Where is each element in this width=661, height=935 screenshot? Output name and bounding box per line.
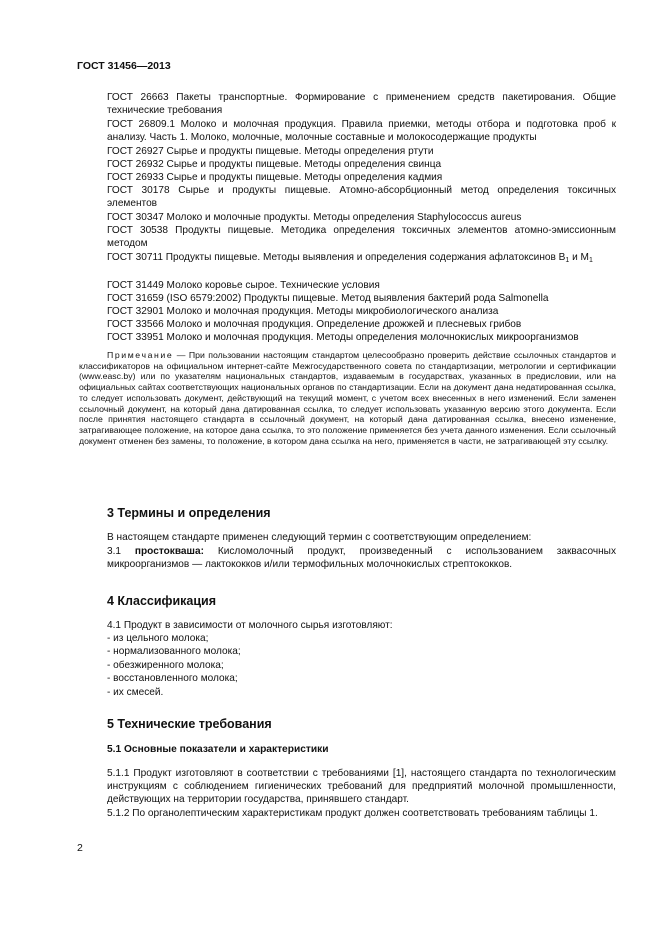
reference-item: ГОСТ 26809.1 Молоко и молочная продукция. Правила приемки, методы отбора и подготовка проб к анализу. Часть 1. Молоко, молочные, молочные составные и молокосодержащие продукты [107, 119, 616, 144]
paragraph-5-1-2: 5.1.2 По органолептическим характеристикам продукт должен соответствовать требованиям таблицы 1. [107, 808, 598, 819]
list-item: - их смесей. [107, 686, 164, 698]
section-3-heading: 3 Термины и определения [107, 506, 271, 520]
section-3-intro: В настоящем стандарте применен следующий термин с соответствующим определением: [107, 532, 532, 543]
document-header: ГОСТ 31456—2013 [77, 60, 171, 72]
reference-item: ГОСТ 26933 Сырье и продукты пищевые. Методы определения кадмия [107, 172, 443, 183]
section-4-heading: 4 Классификация [107, 594, 217, 608]
list-item: - нормализованного молока; [107, 646, 241, 658]
reference-item: ГОСТ 30178 Сырье и продукты пищевые. Атомно-абсорбционный метод определения токсичных элементов [107, 185, 616, 210]
section-4-intro: 4.1 Продукт в зависимости от молочного сырья изготовляют: [107, 620, 393, 631]
reference-item: ГОСТ 33566 Молоко и молочная продукция. Определение дрожжей и плесневых грибов [107, 319, 522, 330]
note-label: Примечание [107, 350, 174, 360]
page-number: 2 [77, 842, 83, 854]
reference-item: ГОСТ 31659 (ISO 6579:2002) Продукты пищевые. Метод выявления бактерий рода Salmonella [107, 293, 549, 304]
reference-item: ГОСТ 30711 Продукты пищевые. Методы выявления и определения содержания афлатоксинов $B_1$ и $M_1$ [107, 252, 593, 264]
reference-item: ГОСТ 33951 Молоко и молочная продукция. Методы определения молочнокислых микроорганизмов [107, 332, 579, 343]
paragraph-5-1-1: 5.1.1 Продукт изготовляют в соответствии с требованиями [1], настоящего стандарта по технологическим инструкциям с соблюдением гигиенических требований для предприятий молочной промышленности, действующих на территории государства, принявшего стандарт. [107, 768, 616, 806]
reference-item: ГОСТ 26663 Пакеты транспортные. Формирование с применением средств пакетирования. Общие технические требования [107, 92, 616, 117]
term-name: простокваша: [134, 546, 204, 557]
reference-item: ГОСТ 30347 Молоко и молочные продукты. Методы определения Staphylococcus aureus [107, 212, 522, 223]
classification-list [107, 632, 241, 699]
reference-item: ГОСТ 31449 Молоко коровье сырое. Технические условия [107, 280, 380, 291]
list-item: - обезжиренного молока; [107, 659, 224, 671]
section-5-heading: 5 Технические требования [107, 717, 272, 731]
references-note: Примечание — При пользовании настоящим стандартом целесообразно проверить действие ссылочных стандартов и классификаторов на официальном интернет-сайте Межгосударственного совета по стандартизации, метрологии и сертификации (www.easc.by) или по указателям национальных стандартов, издаваемым в государствах, указанных в предисловии, или на официальных сайтах соответствующих национальных органов по стандартизации. Если на документ дана недатированная ссылка, то следует использовать документ, действующий на текущий момент, с учетом всех внесенных в него изменений. Если заменен ссылочный документ, на который дана датированная ссылка, то следует использовать указанную версию этого документа. Если после принятия настоящего стандарта в ссылочный документ, на который дана датированная ссылка, внесено изменение, затрагивающее положение, на которое дана ссылка, то это положение применяется без учета данного изменения. Если ссылочный документ отменен без замены, то положение, в котором дана ссылка на него, применяется в части, не затрагивающей эту ссылку. [79, 350, 616, 446]
list-item: - из цельного молока; [107, 633, 209, 644]
term-definition: 3.1 простокваша: Кисломолочный продукт, произведенный с использованием заквасочных микроорганизмов — лактококков и/или термофильных молочнокислых стрептококков. [107, 546, 616, 571]
section-5-1-heading: 5.1 Основные показатели и характеристики [107, 744, 329, 755]
reference-item: ГОСТ 26927 Сырье и продукты пищевые. Методы определения ртути [107, 146, 434, 157]
reference-item: ГОСТ 32901 Молоко и молочная продукция. Методы микробиологического анализа [107, 306, 499, 317]
reference-item: ГОСТ 30538 Продукты пищевые. Методика определения токсичных элементов атомно-эмиссионным методом [107, 225, 616, 250]
reference-item: ГОСТ 26932 Сырье и продукты пищевые. Методы определения свинца [107, 159, 442, 170]
list-item: - восстановленного молока; [107, 673, 238, 685]
